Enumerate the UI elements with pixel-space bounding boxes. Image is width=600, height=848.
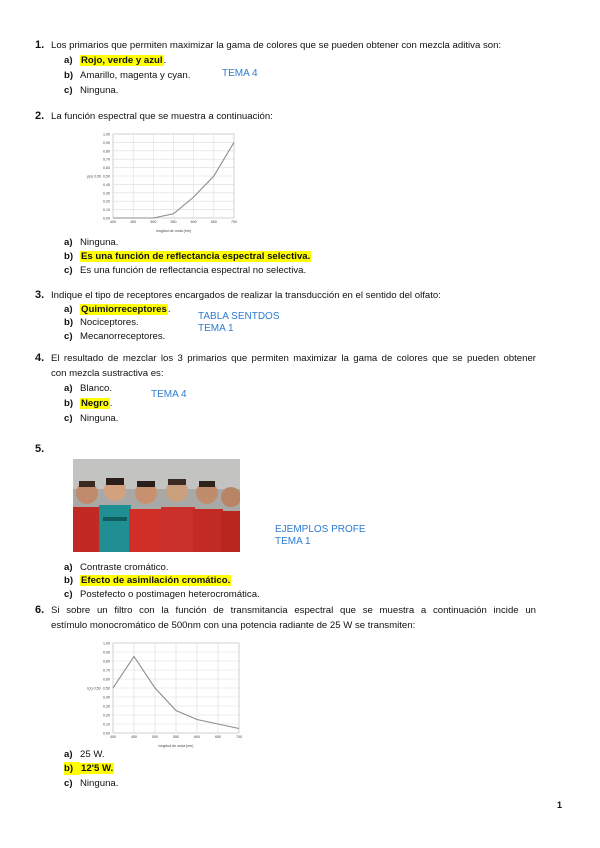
reflectance-chart [85, 128, 240, 234]
x-tick-label: 400 [110, 220, 116, 224]
player-6 [221, 487, 240, 552]
x-tick-label: 450 [130, 220, 137, 224]
y-tick-label: 0,80 [103, 149, 110, 154]
y-axis-label: τ(λ) 0,50 [87, 686, 101, 691]
y-tick-label: 0,80 [103, 659, 110, 664]
option-a: a) Rojo, verde y azul. [64, 55, 167, 66]
y-tick-label: 0,60 [103, 166, 110, 171]
y-tick-label: 0,00 [103, 731, 110, 736]
option-c: c) Ninguna. [64, 85, 119, 96]
y-tick-label: 0,90 [103, 140, 110, 145]
y-tick-label: 0,30 [103, 191, 110, 196]
y-tick-label: 0,50 [103, 686, 110, 691]
question-text-line-2: estímulo monocromático de 500nm con una potencia radiante de 25 W se transmiten: [51, 620, 416, 631]
y-tick-label: 0,00 [103, 216, 110, 221]
option-a: a) Contraste cromático. [64, 562, 169, 573]
y-tick-label: 0,40 [103, 695, 110, 700]
x-tick-label: 650 [215, 735, 221, 739]
x-tick-label: 400 [110, 735, 116, 739]
question-number: 3. [35, 289, 45, 301]
y-tick-label: 0,20 [103, 713, 110, 718]
y-tick-label: 0,10 [103, 208, 110, 213]
question-text-line-1: El resultado de mezclar los 3 primarios que permiten maximizar la gama de colores que se pueden obtener [51, 353, 536, 364]
option-a: a) Ninguna. [64, 237, 119, 248]
option-c: c) Ninguna. [64, 778, 119, 789]
question-number: 5. [35, 443, 45, 455]
y-tick-label: 1,00 [103, 132, 110, 137]
highlighted-answer: Quimiorreceptores [81, 304, 167, 315]
option-c: c) Es una función de reflectancia espectral no selectiva. [64, 265, 307, 276]
y-tick-label: 0,70 [103, 668, 110, 673]
option-b: b) Es una función de reflectancia espectral selectiva. [64, 251, 311, 262]
x-tick-label: 650 [210, 220, 217, 224]
x-tick-label: 600 [194, 735, 200, 739]
y-axis-label: ρ(λ) 0,50 [87, 174, 102, 179]
question-text: Indique el tipo de receptores encargados de realizar la transducción en el sentido del olfato: [51, 290, 441, 301]
question-text: La función espectral que se muestra a continuación: [51, 111, 273, 122]
question-number: 4. [35, 352, 45, 364]
y-tick-label: 0,90 [103, 650, 110, 655]
highlighted-answer: Efecto de asimilación cromático. [81, 575, 231, 586]
option-b: b) Amarillo, magenta y cyan. [64, 70, 191, 81]
y-tick-label: 0,40 [103, 182, 110, 187]
option-b: b) Negro. [64, 398, 113, 409]
question-text-line-2: con mezcla sustractiva es: [51, 368, 164, 379]
x-tick-label: 450 [131, 735, 137, 739]
y-tick-label: 0,20 [103, 199, 110, 204]
x-axis-label: longitud de onda (nm) [158, 744, 194, 748]
highlighted-answer: 12'5 W. [81, 763, 114, 774]
y-tick-label: 0,70 [103, 157, 110, 162]
y-tick-label: 0,10 [103, 722, 110, 727]
x-axis-label: longitud de onda (nm) [156, 229, 191, 233]
highlighted-answer: Negro [81, 398, 109, 409]
x-tick-label: 550 [170, 220, 177, 224]
y-tick-label: 0,30 [103, 704, 110, 709]
x-tick-label: 550 [173, 735, 179, 739]
page-number: 1 [557, 800, 563, 810]
option-a: a) Quimiorreceptores. [64, 304, 171, 315]
photo-illustration [73, 459, 240, 552]
football-players-photo [73, 459, 240, 552]
y-tick-label: 0,50 [103, 174, 110, 179]
question-number: 1. [35, 39, 45, 51]
handwritten-note: TABLA SENTDOS TEMA 1 [198, 311, 280, 334]
option-c: c) Postefecto o postimagen heterocromática. [64, 589, 260, 600]
handwritten-note: TEMA 4 [222, 68, 258, 79]
x-tick-label: 600 [190, 220, 197, 224]
question-number: 2. [35, 110, 45, 122]
x-tick-label: 700 [231, 220, 237, 224]
highlighted-answer: Rojo, verde y azul [81, 55, 163, 66]
transmittance-chart [85, 637, 245, 749]
option-a: a) Blanco. [64, 383, 112, 394]
y-tick-label: 1,00 [103, 641, 110, 646]
x-tick-label: 700 [236, 735, 242, 739]
option-b: b) 12'5 W. [64, 763, 114, 774]
question-number: 6. [35, 604, 45, 616]
option-b: b) Efecto de asimilación cromático. [64, 575, 231, 586]
option-a: a) 25 W. [64, 749, 105, 760]
y-tick-label: 0,60 [103, 677, 110, 682]
option-c: c) Mecanorreceptores. [64, 331, 166, 342]
question-text: Los primarios que permiten maximizar la gama de colores que se pueden obtener con mezcla aditiva son: [51, 40, 502, 51]
x-tick-label: 500 [152, 735, 158, 739]
handwritten-note: TEMA 4 [151, 389, 187, 400]
highlighted-answer: Es una función de reflectancia espectral selectiva. [81, 251, 311, 262]
option-c: c) Ninguna. [64, 413, 119, 424]
option-b: b) Nociceptores. [64, 317, 139, 328]
question-text-line-1: Si sobre un filtro con la función de transmitancia espectral que se muestra a continuación incide un [51, 605, 536, 616]
x-tick-label: 500 [150, 220, 157, 224]
handwritten-note: EJEMPLOS PROFE TEMA 1 [275, 524, 366, 547]
